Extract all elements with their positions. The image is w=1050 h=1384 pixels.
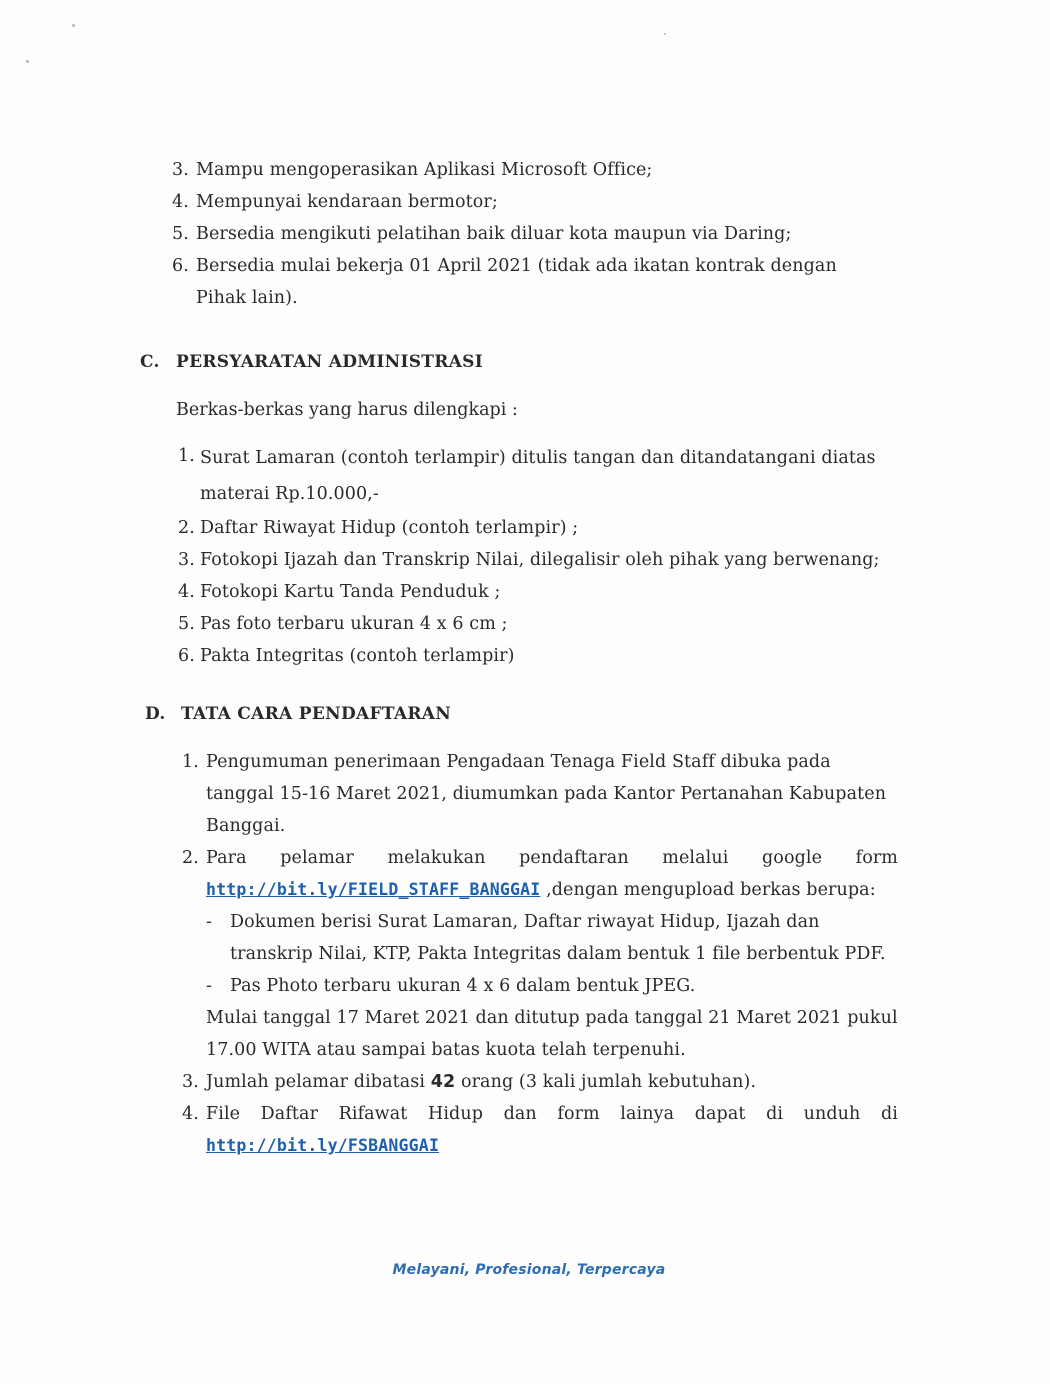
quota-text-end: orang (3 kali jumlah kebutuhan). (455, 1072, 757, 1092)
list-item (172, 250, 892, 314)
item-text: File Daftar Rifawat Hidup dan form lainya dapat di unduh di (206, 1104, 898, 1124)
list-item (178, 512, 892, 544)
scan-speck (26, 60, 29, 63)
item-number: 3. (178, 550, 195, 570)
item-number: 2. (178, 518, 195, 538)
download-line (206, 1130, 898, 1162)
registration-line (206, 874, 898, 906)
list-item (178, 440, 892, 512)
item-text: Bersedia mengikuti pelatihan baik diluar kota maupun via Daring; (196, 224, 792, 244)
quota-number: 42 (430, 1072, 456, 1092)
item-text: Surat Lamaran (contoh terlampir) ditulis tangan dan ditandatangani diatas materai Rp.10.000,- (200, 448, 876, 504)
item-text: Fotokopi Kartu Tanda Penduduk ; (200, 582, 501, 602)
list-item (172, 218, 892, 250)
item-number: 4. (178, 582, 195, 602)
section-letter: C. (140, 352, 160, 372)
photo-bullet (206, 970, 898, 1002)
registration-period: Mulai tanggal 17 Maret 2021 dan ditutup pada tanggal 21 Maret 2021 pukul 17.00 WITA atau sampai batas kuota telah terpenuhi. (206, 1008, 898, 1060)
list-item (178, 608, 892, 640)
section-c-intro: Berkas-berkas yang harus dilengkapi : (176, 400, 518, 420)
list-item (178, 640, 892, 672)
list-item (182, 842, 898, 1066)
list-item (172, 154, 892, 186)
section-title: PERSYARATAN ADMINISTRASI (176, 352, 484, 372)
section-title: TATA CARA PENDAFTARAN (181, 704, 452, 724)
item-text: Bersedia mulai bekerja 01 April 2021 (tidak ada ikatan kontrak dengan Pihak lain). (196, 256, 837, 308)
item-text (206, 1066, 898, 1098)
list-item (182, 1066, 898, 1098)
item-text: Daftar Riwayat Hidup (contoh terlampir) ; (200, 518, 579, 538)
scan-speck (72, 24, 75, 27)
section-d-list (182, 746, 898, 1162)
item-text: Pengumuman penerimaan Pengadaan Tenaga Field Staff dibuka pada tanggal 15-16 Maret 2021, diumumkan pada Kantor Pertanahan Kabupaten Banggai. (206, 752, 887, 836)
scan-speck (664, 33, 666, 35)
section-c-heading (140, 352, 640, 376)
download-link[interactable]: http://bit.ly/FSBANGGAI (206, 1136, 440, 1155)
item-number: 5. (178, 614, 195, 634)
item-number: 3. (172, 160, 189, 180)
section-b-list (172, 154, 892, 314)
upload-instruction: ,dengan mengupload berkas berupa: (540, 880, 876, 900)
quota-text: Jumlah pelamar dibatasi (206, 1072, 431, 1092)
item-number: 1. (182, 752, 199, 772)
item-text: Fotokopi Ijazah dan Transkrip Nilai, dilegalisir oleh pihak yang berwenang; (200, 550, 880, 570)
footer-motto: Melayani, Profesional, Terpercaya (392, 1262, 666, 1278)
item-text: Mampu mengoperasikan Aplikasi Microsoft Office; (196, 160, 653, 180)
section-d-heading (145, 704, 645, 728)
document-bullet (206, 906, 898, 970)
bullet-dash: - (206, 976, 213, 996)
item-number: 3. (182, 1072, 199, 1092)
section-letter: D. (145, 704, 166, 724)
list-item (178, 544, 892, 576)
item-number: 6. (172, 256, 189, 276)
item-number: 1. (178, 446, 195, 466)
section-c-list (178, 440, 892, 672)
item-number: 5. (172, 224, 189, 244)
list-item (182, 746, 898, 842)
list-item (172, 186, 892, 218)
item-text: Pas foto terbaru ukuran 4 x 6 cm ; (200, 614, 508, 634)
item-number: 4. (182, 1104, 199, 1124)
item-number: 2. (182, 848, 199, 868)
item-text: Pakta Integritas (contoh terlampir) (200, 646, 515, 666)
item-number: 6. (178, 646, 195, 666)
list-item (178, 576, 892, 608)
item-text: Mempunyai kendaraan bermotor; (196, 192, 498, 212)
item-text: Para pelamar melakukan pendaftaran melalui google form (206, 848, 898, 868)
bullet-dash: - (206, 912, 213, 932)
google-form-link[interactable]: http://bit.ly/FIELD_STAFF_BANGGAI (206, 880, 541, 899)
item-number: 4. (172, 192, 189, 212)
bullet-text: Dokumen berisi Surat Lamaran, Daftar riwayat Hidup, Ijazah dan transkrip Nilai, KTP, Pakta Integritas dalam bentuk 1 file berbentuk PDF. (230, 912, 886, 964)
list-item (182, 1098, 898, 1162)
bullet-text: Pas Photo terbaru ukuran 4 x 6 dalam bentuk JPEG. (230, 976, 696, 996)
